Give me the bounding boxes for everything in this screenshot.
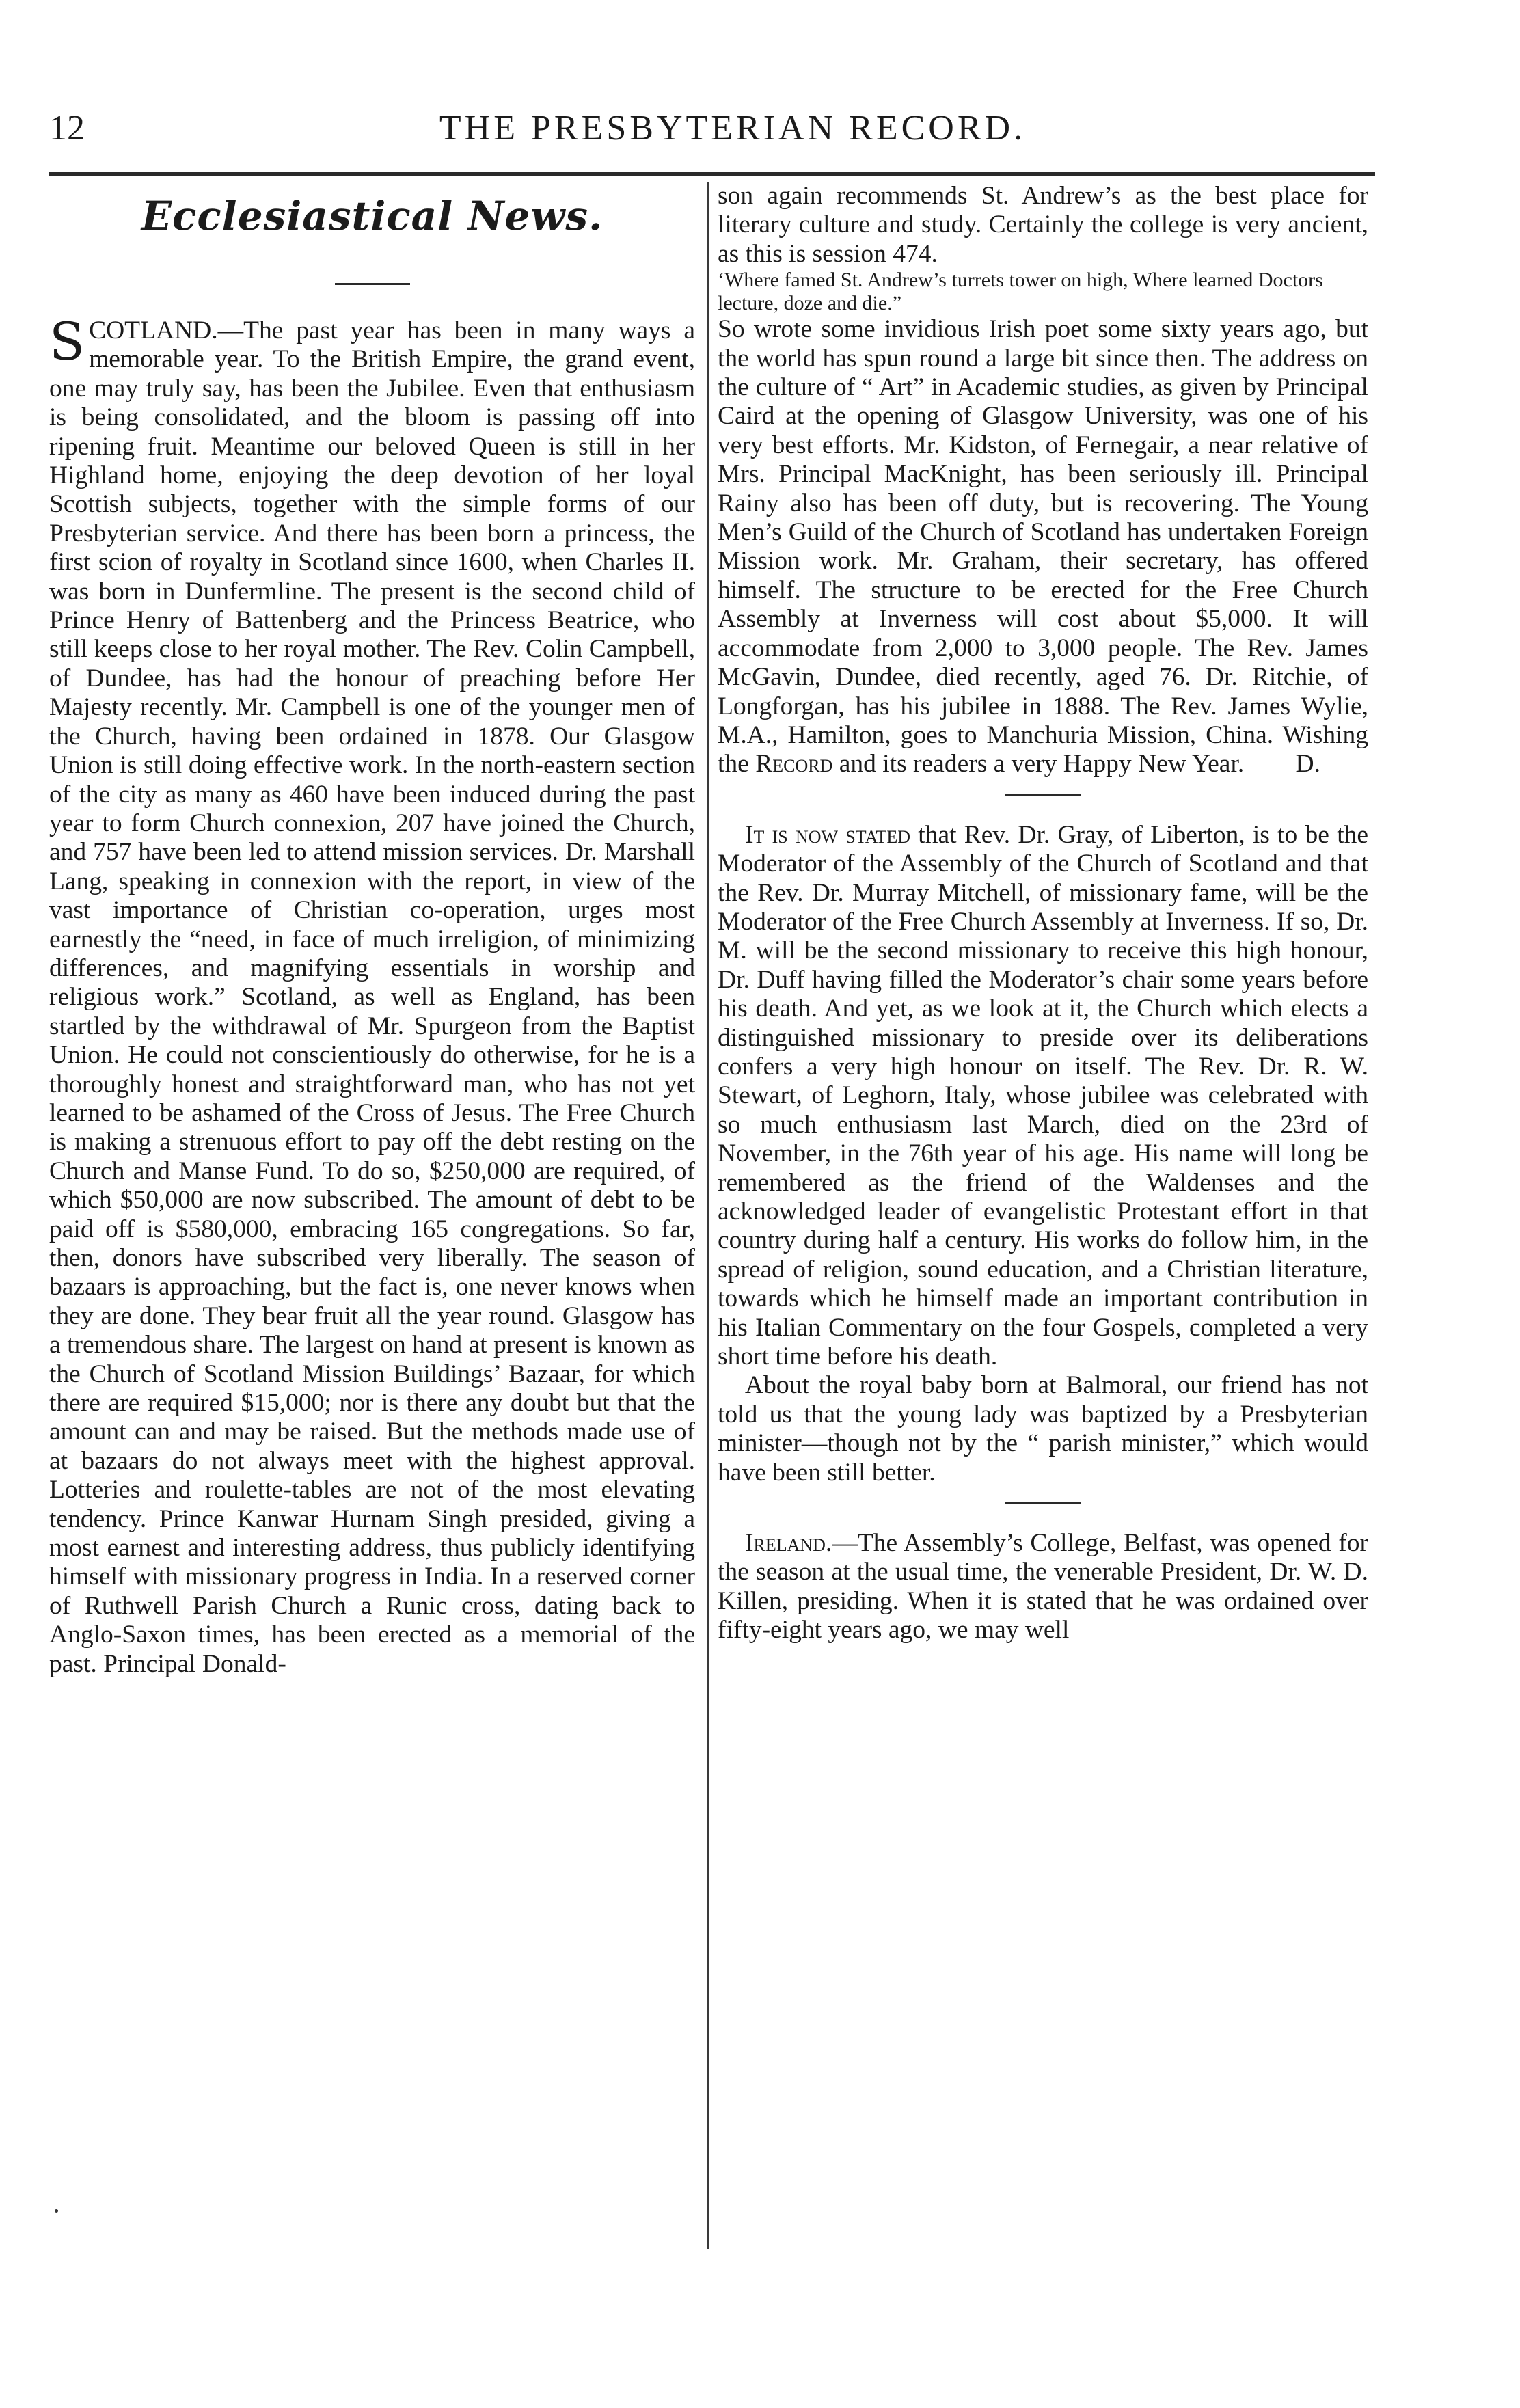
scotland-continued-paragraph — [718, 315, 1368, 779]
drop-cap: S — [49, 311, 85, 372]
royal-baby-paragraph: About the royal baby born at Balmoral, our friend has not told us that the young lady was baptized by a Presbyterian minister—though not by the “ parish minister,” which would have been still better. — [718, 1371, 1368, 1487]
ireland-paragraph — [718, 1529, 1368, 1645]
verse-quote: ‘Where famed St. Andrew’s turrets tower on high, Where learned Doctors lecture, doze and die.” — [718, 269, 1323, 315]
journal-title: THE PRESBYTERIAN RECORD. — [439, 109, 1027, 148]
scotland-continued-text: So wrote some invidious Irish poet some sixty years ago, but the world has spun round a large bit since then. The address on the culture of “ Art” in Academic studies, as given by Principal Caird at the opening of Glasgow University, was one of his very best efforts. Mr. Kidston, of Fernegair, a near relative of Mrs. Principal MacKnight, has been seriously ill. Principal Rainy also has been off duty, but is recovering. The Young Men’s Guild of the Church of Scotland has undertaken Foreign Mission work. Mr. Graham, their secretary, has offered himself. The structure to be erected for the Free Church Assembly at Inverness will cost about $5,000. It will accommodate from 2,000 to 3,000 people. The Rev. James McGavin, Dundee, died recently, aged 76. Dr. Ritchie, of Longforgan, has his jubilee in 1888. The Rev. James Wylie, M.A., Hamilton, goes to Manchuria Mission, China. Wishing the — [718, 315, 1368, 779]
scotland-paragraph — [49, 311, 695, 1679]
new-year-text: and its readers a very Happy New Year. — [839, 750, 1245, 779]
title-rule — [335, 283, 410, 285]
separator-rule-2 — [1005, 1502, 1081, 1504]
left-column — [49, 182, 695, 1679]
record-word: Record — [755, 750, 833, 779]
running-header — [49, 101, 1416, 156]
moderator-lead: It is now stated — [745, 820, 911, 849]
moderator-text: that Rev. Dr. Gray, of Liberton, is to be the Moderator of the Assembly of the Church of Scotland and that the Rev. Dr. Murray Mitchell, of missionary fame, will be the Moderator of the Free Church Assembly at Inverness. If so, Dr. M. will be the second missionary to receive this high honour, Dr. Duff having filled the Moderator’s chair some years before his death. And yet, as we look at it, the Church which elects a distinguished missionary to preside over its deliberations confers a very high honour on itself. The Rev. Dr. R. W. Stewart, of Leghorn, Italy, whose jubilee was celebrated with so much enthusiasm last March, died on the 23rd of November, in the 76th year of his age. His name will long be remembered as the friend of the Waldenses and the acknowledged leader of evangelistic Protestant effort in that country during half a century. His works do follow him, in the spread of religion, sound education, and a Christian literature, towards which he himself made an important contribution in his Italian Commentary on the four Gospels, completed a very short time before his death. — [718, 820, 1369, 1371]
print-speck — [55, 2209, 58, 2213]
ireland-lead: Ireland. — [745, 1529, 832, 1558]
header-rule — [49, 172, 1375, 176]
scotland-text: COTLAND.—The past year has been in many ways a memorable year. To the British Empire, the grand event, one may truly say, has been the Jubilee. Even that enthusiasm is being consolidated, and the bloom is passing off into ripening fruit. Meantime our beloved Queen is still in her Highland home, enjoying the deep devotion of her loyal Scottish subjects, together with the simple forms of our Presbyterian service. And there has been born a princess, the first scion of royalty in Scotland since 1600, when Charles II. was born in Dunfermline. The present is the second child of Prince Henry of Battenberg and the Princess Beatrice, who still keeps close to her royal mother. The Rev. Colin Campbell, of Dundee, has had the honour of preaching before Her Majesty recently. Mr. Campbell is one of the younger men of the Church, having been ordained in 1878. Our Glasgow Union is still doing effective work. In the north-eastern section of the city as many as 460 have been induced during the past year to form Church connexion, 207 have joined the Church, and 757 have been led to attend mission services. Dr. Marshall Lang, speaking in connexion with the report, in view of the vast importance of Christian co-operation, urges most earnestly the “need, in face of much irreligion, of minimizing differences, and magnifying essentials in worship and religious work.” Scotland, as well as England, has been startled by the withdrawal of Mr. Spurgeon from the Baptist Union. He could not conscientiously do otherwise, for he is a thoroughly honest and straightforward man, who has not yet learned to be ashamed of the Cross of Jesus. The Free Church is making a strenuous effort to pay off the debt resting on the Church and Manse Fund. To do so, $250,000 are required, of which $50,000 are now subscribed. The amount of debt to be paid off is $580,000, embracing 165 congregations. So far, then, donors have subscribed very liberally. The season of bazaars is approaching, but the fact is, one never knows when they are done. They bear fruit all the year round. Glasgow has a tremendous share. The largest on hand at present is known as the Church of Scotland Mission Buildings’ Bazaar, for which there are required $15,000; nor is there any doubt but that the amount can and may be raised. But the methods made use of at bazaars do not always meet with the highest approval. Lotteries and roulette-tables are not of the most elevating tendency. Prince Kanwar Hurnam Singh presided, giving a most earnest and interesting address, thus publicly identifying himself with missionary progress in India. In a reserved corner of Ruthwell Parish Church a Runic cross, dating back to Anglo-Saxon times, has been erected as a memorial of the past. Principal Donald- — [49, 316, 695, 1678]
moderator-paragraph — [718, 821, 1368, 1372]
signature: D. — [1295, 750, 1320, 779]
ireland-text: —The Assembly’s College, Belfast, was opened for the season at the usual time, the venerable President, Dr. W. D. Killen, presiding. When it is stated that he was ordained over fifty-eight years ago, we may well — [718, 1529, 1368, 1645]
section-title: Ecclesiastical News. — [141, 193, 603, 239]
column-divider — [707, 182, 709, 2249]
page-number: 12 — [49, 109, 85, 148]
right-column — [718, 182, 1368, 1645]
st-andrews-paragraph: son again recommends St. Andrew’s as the best place for literary culture and study. Certainly the college is very ancient, as this is session 474. — [718, 182, 1368, 268]
separator-rule — [1005, 794, 1081, 796]
